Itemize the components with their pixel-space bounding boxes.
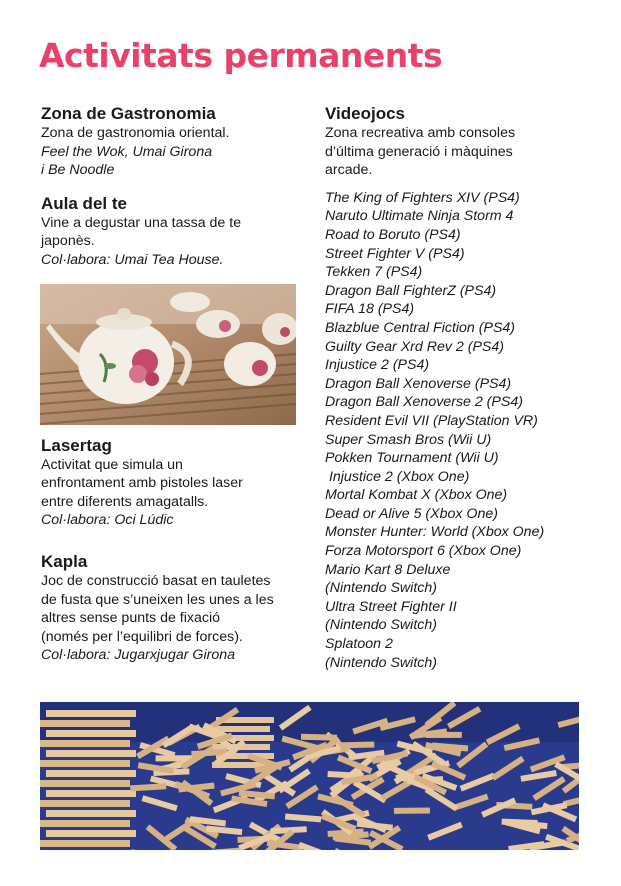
game-list-item: Guilty Gear Xrd Rev 2 (PS4) — [325, 338, 504, 355]
right-column — [325, 104, 595, 672]
game-list-item: Resident Evil VII (PlayStation VR) — [325, 412, 538, 429]
plank — [40, 720, 130, 727]
section-title-videojocs: Videojocs — [325, 104, 405, 123]
text-line: Vine a degustar una tassa de te — [41, 214, 242, 231]
game-list-item: Super Smash Bros (Wii U) — [325, 431, 492, 448]
text-line: Zona de gastronomia oriental. — [41, 125, 230, 141]
text-line: de fusta que s’uneixen les unes a les — [41, 591, 274, 608]
game-list-item: Splatoon 2 — [325, 636, 393, 653]
game-list-item: Forza Motorsport 6 (Xbox One) — [325, 543, 522, 560]
game-list-item: Road to Boruto (PS4) — [325, 226, 461, 243]
text-line: enfrontament amb pistoles laser — [41, 475, 243, 492]
plank — [40, 760, 130, 767]
game-list-item: Injustice 2 (PS4) — [325, 357, 430, 374]
game-list-item: Blazblue Central Fiction (PS4) — [325, 319, 516, 336]
text-line: Feel the Wok, Umai Girona — [41, 143, 213, 160]
tea-set-photo — [40, 284, 296, 425]
text-line: Col·labora: Jugarxjugar Girona — [41, 647, 235, 664]
game-list-item: Dragon Ball Xenoverse (PS4) — [325, 375, 512, 392]
plank — [40, 780, 130, 787]
text-line: (només per l’equilibri de forces). — [41, 628, 243, 645]
plank — [46, 770, 136, 777]
plank — [40, 740, 130, 747]
plank — [46, 810, 136, 817]
plank — [40, 800, 130, 807]
text-line: Col·labora: Oci Lúdic — [41, 512, 174, 529]
text-line: japonès. — [41, 233, 95, 250]
game-list-item: Dragon Ball FighterZ (PS4) — [325, 282, 497, 299]
kapla-photo — [40, 702, 579, 850]
game-list-item: Monster Hunter: World (Xbox One) — [325, 524, 545, 541]
section-gastronomia — [41, 104, 301, 180]
text-line: i Be Noodle — [41, 162, 115, 179]
plank — [46, 730, 136, 737]
text-line: arcade. — [325, 162, 373, 179]
plank — [301, 734, 337, 741]
section-aula-del-te — [41, 194, 301, 270]
game-list-item: Dead or Alive 5 (Xbox One) — [325, 505, 498, 522]
text-line: Activitat que simula un — [41, 456, 183, 473]
game-list-item: Mario Kart 8 Deluxe — [325, 561, 451, 578]
game-list — [325, 189, 595, 672]
text-line: altres sense punts de fixació — [41, 610, 221, 627]
text-line: Zona recreativa amb consoles — [325, 125, 516, 141]
text-line: Joc de construcció basat en tauletes — [41, 572, 271, 589]
game-list-item: The King of Fighters XIV (PS4) — [325, 189, 520, 206]
plank — [338, 741, 374, 748]
plank — [46, 830, 136, 837]
plank — [46, 750, 136, 757]
text-line: Col·labora: Umai Tea House. — [41, 251, 224, 268]
page-title: Activitats permanents — [39, 36, 443, 75]
game-list-item: Dragon Ball Xenoverse 2 (PS4) — [325, 394, 523, 411]
game-list-item: (Nintendo Switch) — [325, 580, 437, 597]
text-line: d’última generació i màquines — [325, 143, 513, 160]
game-list-item: (Nintendo Switch) — [325, 654, 437, 671]
plank — [46, 790, 136, 797]
section-title: Kapla — [41, 551, 88, 571]
game-list-item: Pokken Tournament (Wii U) — [325, 450, 499, 467]
game-list-item: Ultra Street Fighter II — [325, 598, 457, 615]
game-list-item: Mortal Kombat X (Xbox One) — [325, 487, 508, 504]
plank — [394, 807, 430, 813]
section-title: Zona de Gastronomia — [41, 104, 216, 123]
section-lasertag — [41, 436, 301, 530]
plank — [156, 755, 192, 761]
game-list-item: Tekken 7 (PS4) — [325, 264, 423, 281]
text-line: entre diferents amagatalls. — [41, 493, 209, 510]
game-list-item: Street Fighter V (PS4) — [325, 245, 465, 262]
game-list-item: Naruto Ultimate Ninja Storm 4 — [325, 208, 514, 225]
section-title: Aula del te — [41, 193, 127, 213]
game-list-item: FIFA 18 (PS4) — [325, 301, 415, 318]
section-title: Lasertag — [41, 435, 112, 455]
game-list-item: Injustice 2 (Xbox One) — [325, 468, 470, 485]
game-list-item: (Nintendo Switch) — [325, 617, 437, 634]
plank — [40, 820, 130, 827]
plank — [40, 840, 130, 847]
plank — [46, 710, 136, 717]
section-kapla — [41, 552, 301, 665]
